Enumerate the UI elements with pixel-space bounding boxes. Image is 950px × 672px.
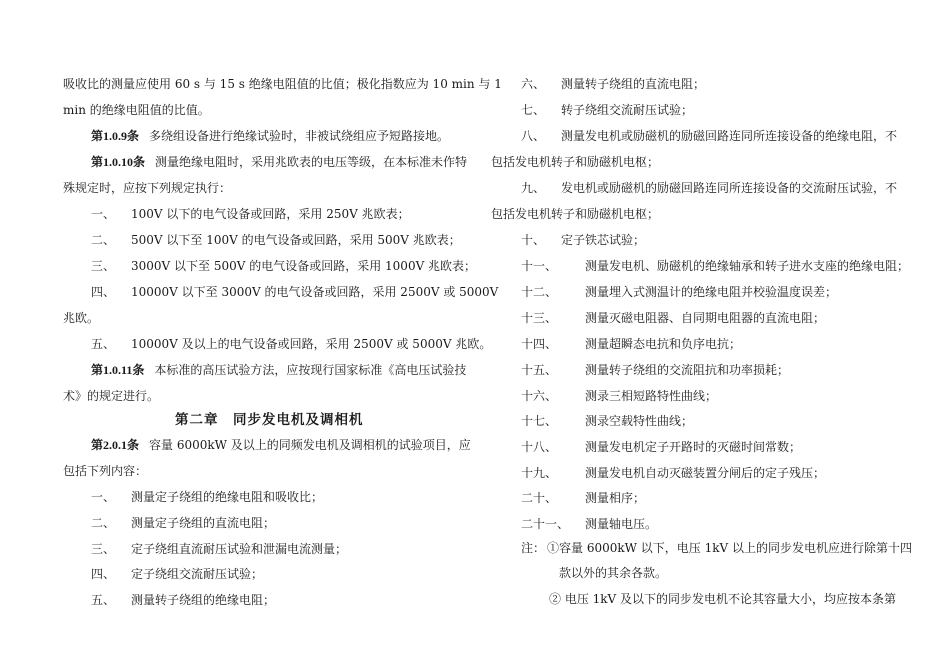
article-label: 第1.0.10条	[91, 155, 146, 169]
note-text: ①容量 6000kW 以下，电压 1kV 以上的同步发电机应进行除第十四	[547, 541, 912, 555]
item-text: 定子绕组直流耐压试验和泄漏电流测量；	[131, 542, 348, 556]
item-text: 定子铁芯试验；	[561, 233, 646, 247]
article-1-0-10	[91, 154, 467, 170]
article-1-0-9	[91, 128, 449, 144]
paragraph-line: 殊规定时，应按下列规定执行：	[63, 181, 232, 195]
item-text: 定子绕组交流耐压试验；	[131, 567, 264, 581]
list-item	[91, 284, 498, 300]
note-label: 注：	[521, 541, 546, 555]
item-text: 测录空载特性曲线；	[585, 414, 694, 428]
list-item	[91, 515, 275, 531]
item-text: 测量定子绕组的直流电阻；	[131, 516, 276, 530]
item-number: 二十一、	[521, 517, 570, 531]
item-text: 500V 以下至 100V 的电气设备或回路，采用 500V 兆欧表；	[131, 233, 461, 247]
article-2-0-1	[91, 437, 471, 453]
item-text: 测量发电机或励磁机的励磁回路连同所连接设备的绝缘电阻，不	[561, 129, 898, 143]
item-number: 一、	[91, 207, 116, 221]
item-number: 五、	[91, 337, 116, 351]
list-item	[521, 258, 909, 274]
list-item	[521, 102, 693, 118]
article-label: 第1.0.11条	[91, 363, 145, 377]
item-number: 十一、	[521, 259, 558, 273]
item-number: 十八、	[521, 440, 558, 454]
item-text: 测量发电机、励磁机的绝缘轴承和转子进水支座的绝缘电阻；	[585, 259, 910, 273]
item-number: 十九、	[521, 466, 558, 480]
list-item	[521, 76, 705, 92]
item-text: 测量转子绕组的直流电阻；	[561, 77, 706, 91]
item-number: 十、	[521, 233, 546, 247]
note-line: 款以外的其余各款。	[559, 566, 668, 580]
item-number: 七、	[521, 103, 546, 117]
note-line: ② 电压 1kV 及以下的同步发电机不论其容量大小，均应按本条第	[549, 592, 897, 606]
list-item	[91, 566, 263, 582]
item-number: 二、	[91, 233, 116, 247]
list-item	[91, 206, 410, 222]
list-item	[521, 128, 897, 144]
list-item	[521, 439, 801, 455]
note-line	[521, 540, 912, 556]
item-text: 发电机或励磁机的励磁回路连同所连接设备的交流耐压试验，不	[561, 181, 898, 195]
item-text: 测录三相短路特性曲线；	[585, 389, 718, 403]
list-item	[91, 541, 347, 557]
article-text: 测量绝缘电阻时，采用兆欧表的电压等级，在本标准未作特	[155, 155, 468, 169]
list-item	[521, 516, 657, 532]
item-text: 10000V 及以上的电气设备或回路，采用 2500V 或 5000V 兆欧。	[131, 337, 492, 351]
list-item	[521, 388, 717, 404]
list-item	[521, 336, 741, 352]
item-text: 测量灭磁电阻器、自同期电阻器的直流电阻；	[585, 311, 826, 325]
item-number: 十二、	[521, 285, 558, 299]
item-number: 十七、	[521, 414, 558, 428]
item-number: 十五、	[521, 363, 558, 377]
item-number: 一、	[91, 490, 116, 504]
list-item	[521, 232, 645, 248]
list-item	[521, 284, 837, 300]
chapter-heading: 第二章 同步发电机及调相机	[175, 412, 364, 428]
item-text: 10000V 以下至 3000V 的电气设备或回路，采用 2500V 或 5000V	[131, 285, 499, 299]
item-number: 六、	[521, 77, 546, 91]
list-item	[91, 258, 476, 274]
item-number: 三、	[91, 259, 116, 273]
item-number: 二十、	[521, 491, 558, 505]
list-item	[91, 336, 491, 352]
item-text: 测量发电机定子开路时的灭磁时间常数；	[585, 440, 802, 454]
item-number: 十四、	[521, 337, 558, 351]
item-number: 二、	[91, 516, 116, 530]
item-text: 测量轴电压。	[585, 517, 658, 531]
list-item	[521, 310, 825, 326]
paragraph-line: 包括发电机转子和励磁机电枢；	[491, 207, 660, 221]
list-item	[91, 232, 461, 248]
article-text: 多绕组设备进行绝缘试验时，非被试绕组应予短路接地。	[149, 129, 450, 143]
item-text: 3000V 以下至 500V 的电气设备或回路，采用 1000V 兆欧表；	[131, 259, 477, 273]
article-1-0-11	[91, 362, 466, 378]
article-text: 容量 6000kW 及以上的同频发电机及调相机的试验项目，应	[149, 438, 471, 452]
item-text: 100V 以下的电气设备或回路，采用 250V 兆欧表；	[131, 207, 410, 221]
item-number: 四、	[91, 285, 116, 299]
item-number: 十六、	[521, 389, 558, 403]
paragraph-line: 兆欧。	[63, 311, 100, 325]
paragraph-line: min 的绝缘电阻值的比值。	[63, 103, 210, 117]
item-number: 四、	[91, 567, 116, 581]
list-item	[91, 489, 323, 505]
list-item	[521, 180, 897, 196]
item-number: 八、	[521, 129, 546, 143]
list-item	[521, 490, 645, 506]
article-label: 第2.0.1条	[91, 438, 140, 452]
item-number: 十三、	[521, 311, 558, 325]
item-text: 转子绕组交流耐压试验；	[561, 103, 694, 117]
item-number: 五、	[91, 593, 116, 607]
item-text: 测量发电机自动灭磁装置分闸后的定子残压；	[585, 466, 826, 480]
item-text: 测量埋入式测温计的绝缘电阻并校验温度误差；	[585, 285, 838, 299]
list-item	[521, 465, 825, 481]
paragraph-line: 包括发电机转子和励磁机电枢；	[491, 155, 660, 169]
item-text: 测量定子绕组的绝缘电阻和吸收比；	[131, 490, 324, 504]
paragraph-line: 包括下列内容：	[63, 464, 148, 478]
item-number: 九、	[521, 181, 546, 195]
item-text: 测量超瞬态电抗和负序电抗；	[585, 337, 742, 351]
list-item	[521, 413, 693, 429]
list-item	[91, 592, 275, 608]
item-text: 测量转子绕组的绝缘电阻；	[131, 593, 276, 607]
item-number: 三、	[91, 542, 116, 556]
article-text: 本标准的高压试验方法，应按现行国家标准《高电压试验技	[154, 363, 467, 377]
item-text: 测量转子绕组的交流阻抗和功率损耗；	[585, 363, 790, 377]
paragraph-line: 术》的规定进行。	[63, 389, 160, 403]
list-item	[521, 362, 789, 378]
article-label: 第1.0.9条	[91, 129, 140, 143]
item-text: 测量相序；	[585, 491, 646, 505]
paragraph-line: 吸收比的测量应使用 60 s 与 15 s 绝缘电阻值的比值；极化指数应为 10 min 与 1	[63, 77, 502, 91]
